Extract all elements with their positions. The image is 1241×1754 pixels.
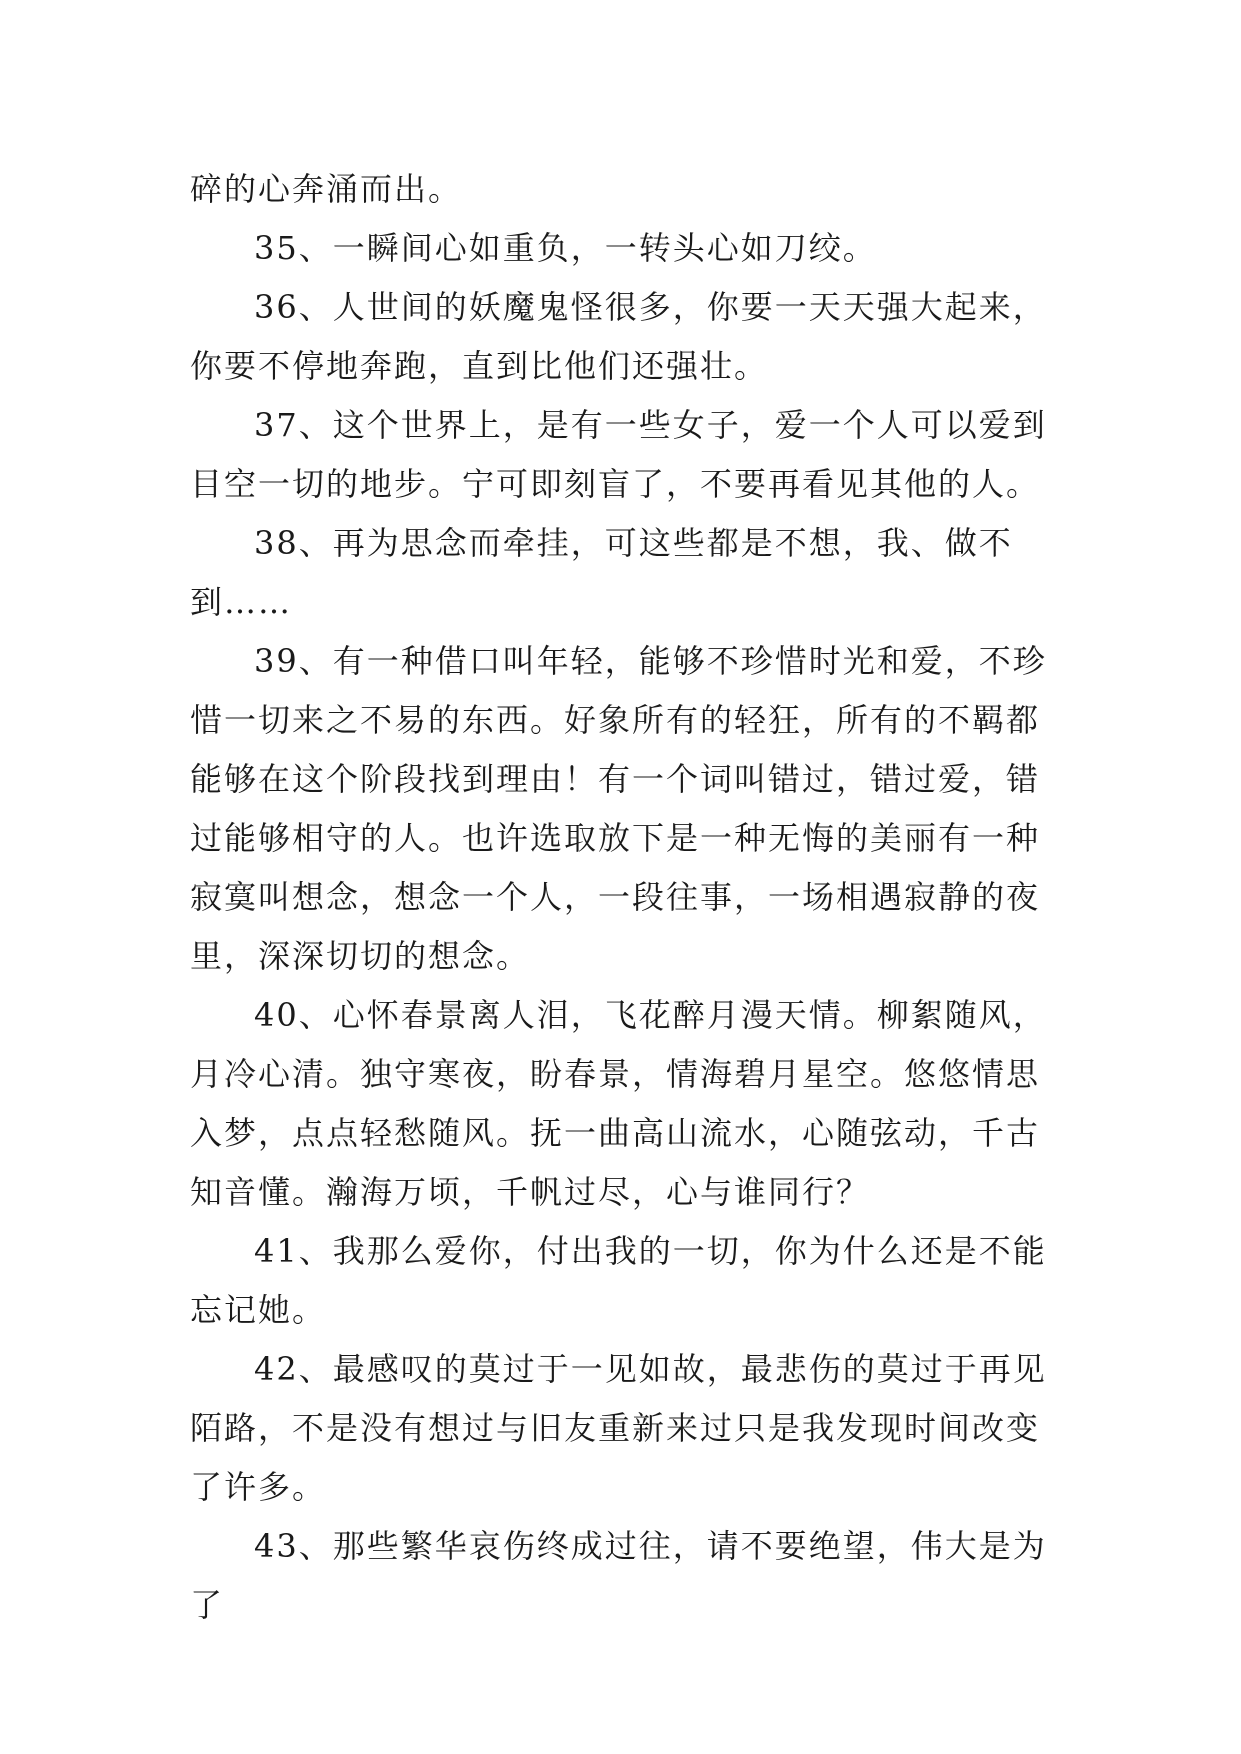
paragraph-35: 35、一瞬间心如重负，一转头心如刀绞。	[254, 229, 877, 267]
paragraph-39: 39、有一种借口叫年轻，能够不珍惜时光和爱，不珍惜一切来之不易的东西。好象所有的轻狂，所有的不羁都能够在这个阶段找到理由！有一个词叫错过，错过爱，错过能够相守的人。也许选取放下是一种无悔的美丽有一种寂寞叫想念，想念一个人，一段往事，一场相遇寂静的夜里，深深切切的想念。	[190, 642, 1047, 975]
paragraph-40: 40、心怀春景离人泪，飞花醉月漫天情。柳絮随风，月冷心清。独守寒夜，盼春景，情海碧月星空。悠悠情思入梦，点点轻愁随风。抚一曲高山流水，心随弦动，千古知音懂。瀚海万顷，千帆过尽，心与谁同行？	[190, 996, 1047, 1211]
document-body	[190, 160, 1070, 1635]
paragraph-37: 37、这个世界上，是有一些女子，爱一个人可以爱到目空一切的地步。宁可即刻盲了，不要再看见其他的人。	[190, 406, 1047, 503]
paragraph-43: 43、那些繁华哀伤终成过往，请不要绝望，伟大是为了	[190, 1527, 1047, 1624]
paragraph-38: 38、再为思念而牵挂，可这些都是不想，我、做不到……	[190, 524, 1013, 621]
paragraph-41: 41、我那么爱你，付出我的一切，你为什么还是不能忘记她。	[190, 1232, 1047, 1329]
paragraph-42: 42、最感叹的莫过于一见如故，最悲伤的莫过于再见陌路，不是没有想过与旧友重新来过只是我发现时间改变了许多。	[190, 1350, 1047, 1506]
paragraph-36: 36、人世间的妖魔鬼怪很多，你要一天天强大起来，你要不停地奔跑，直到比他们还强壮。	[190, 288, 1047, 385]
paragraph-continuation: 碎的心奔涌而出。	[190, 170, 463, 208]
